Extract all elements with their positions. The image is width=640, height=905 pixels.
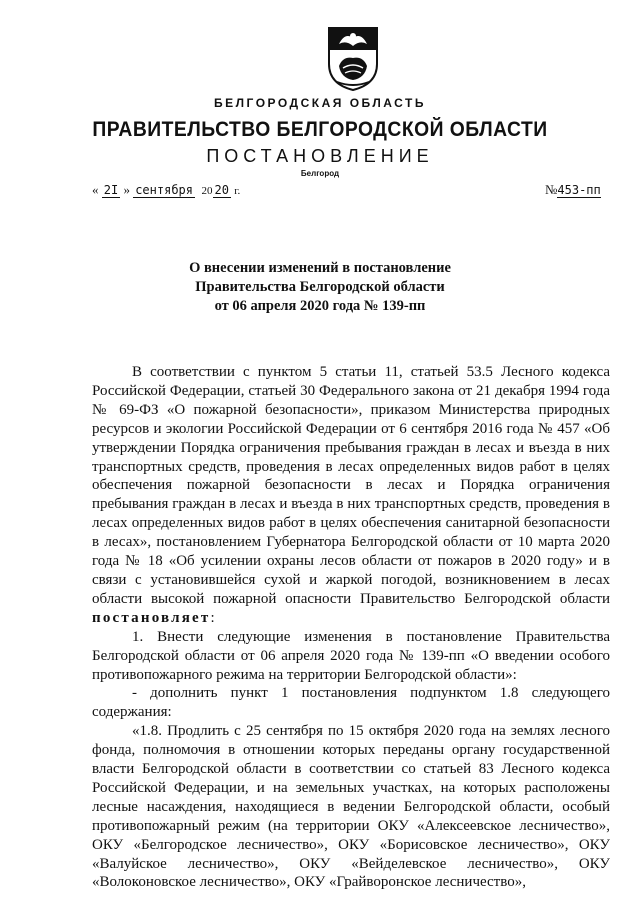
body-paragraph-4: «1.8. Продлить с 25 сентября по 15 октября 2020 года на землях лесного фонда, полномочия в отношении которых переданы органу государственной власти Белгородской области в соответствии со статьей 83 Лесного кодекса Российской Федерации, и на земельных участках, на которых расположены лесные насаждения, находящиеся в ведении Белгородской области, особый противопожарный режим (на территории ОКУ «Алексеевское лесничество», ОКУ «Белгородское лесничество», ОКУ «Борисовское лесничество», ОКУ «Валуйское лесничество», ОКУ «Вейделевское лесничество», ОКУ «Волоконовское лесничество», ОКУ «Грайворонское лесничество», (92, 723, 610, 891)
body-paragraph-3: - дополнить пункт 1 постановления подпунктом 1.8 следующего содержания: (92, 685, 610, 721)
title-line-3: от 06 апреля 2020 года № 139-пп (214, 298, 426, 314)
title-line-1: О внесении изменений в постановление (189, 260, 451, 276)
date-month: сентября (135, 183, 193, 197)
resolves-keyword: постановляет (92, 609, 211, 626)
date-year-prefix: 20 (201, 185, 213, 197)
body-paragraph-2: 1. Внести следующие изменения в постановление Правительства Белгородской области от 06 апреля 2020 года № 139-пп «О введении особого противопожарного режима на территории Белгородской области»: (92, 628, 610, 683)
coat-of-arms-emblem (325, 24, 381, 92)
body-paragraph-1 (92, 363, 610, 628)
date-day: 2I (103, 183, 119, 197)
date-year-suffix: 20 (214, 183, 229, 197)
document-title (0, 259, 640, 316)
number-value: 453-пп (557, 183, 601, 197)
date-year-mark: г. (234, 185, 241, 197)
date-close-quote: » (123, 182, 130, 197)
document-type-heading: ПОСТАНОВЛЕНИЕ (206, 146, 434, 166)
city-label: Белгород (300, 169, 340, 178)
document-body (92, 363, 610, 892)
title-line-2: Правительства Белгородской области (195, 279, 445, 295)
government-heading: ПРАВИТЕЛЬСТВО БЕЛГОРОДСКОЙ ОБЛАСТИ (92, 118, 548, 141)
document-number (545, 182, 601, 198)
region-heading: БЕЛГОРОДСКАЯ ОБЛАСТЬ (214, 96, 426, 110)
document-date (92, 182, 240, 198)
paragraph-1-end: : (210, 609, 215, 626)
paragraph-1-text: В соответствии с пунктом 5 статьи 11, статьей 53.5 Лесного кодекса Российской Федерации, статьей 30 Федерального закона от 21 декабря 1994 года № 69-ФЗ «О пожарной безопасности», приказом Министерства природных ресурсов и экологии Российской Федерации от 6 сентября 2016 года № 457 «Об утверждении Порядка ограничения пребывания граждан в лесах и въезда в них транспортных средств, проведения в лесах определенных видов работ в целях обеспечения пожарной безопасности в лесах и Порядка ограничения пребывания граждан в лесах и въезда в них транспортных средств, проведения в лесах определенных видов работ в целях обеспечения санитарной безопасности в лесах», постановлением Губернатора Белгородской области от 10 марта 2020 года № 18 «Об усилении охраны лесов области от пожаров в 2020 году» и в связи с установившейся сухой и жаркой погодой, возникновением в лесах области высокой пожарной опасности Правительство Белгородской области (92, 364, 610, 607)
date-open-quote: « (92, 182, 99, 197)
number-label: № (545, 182, 558, 197)
